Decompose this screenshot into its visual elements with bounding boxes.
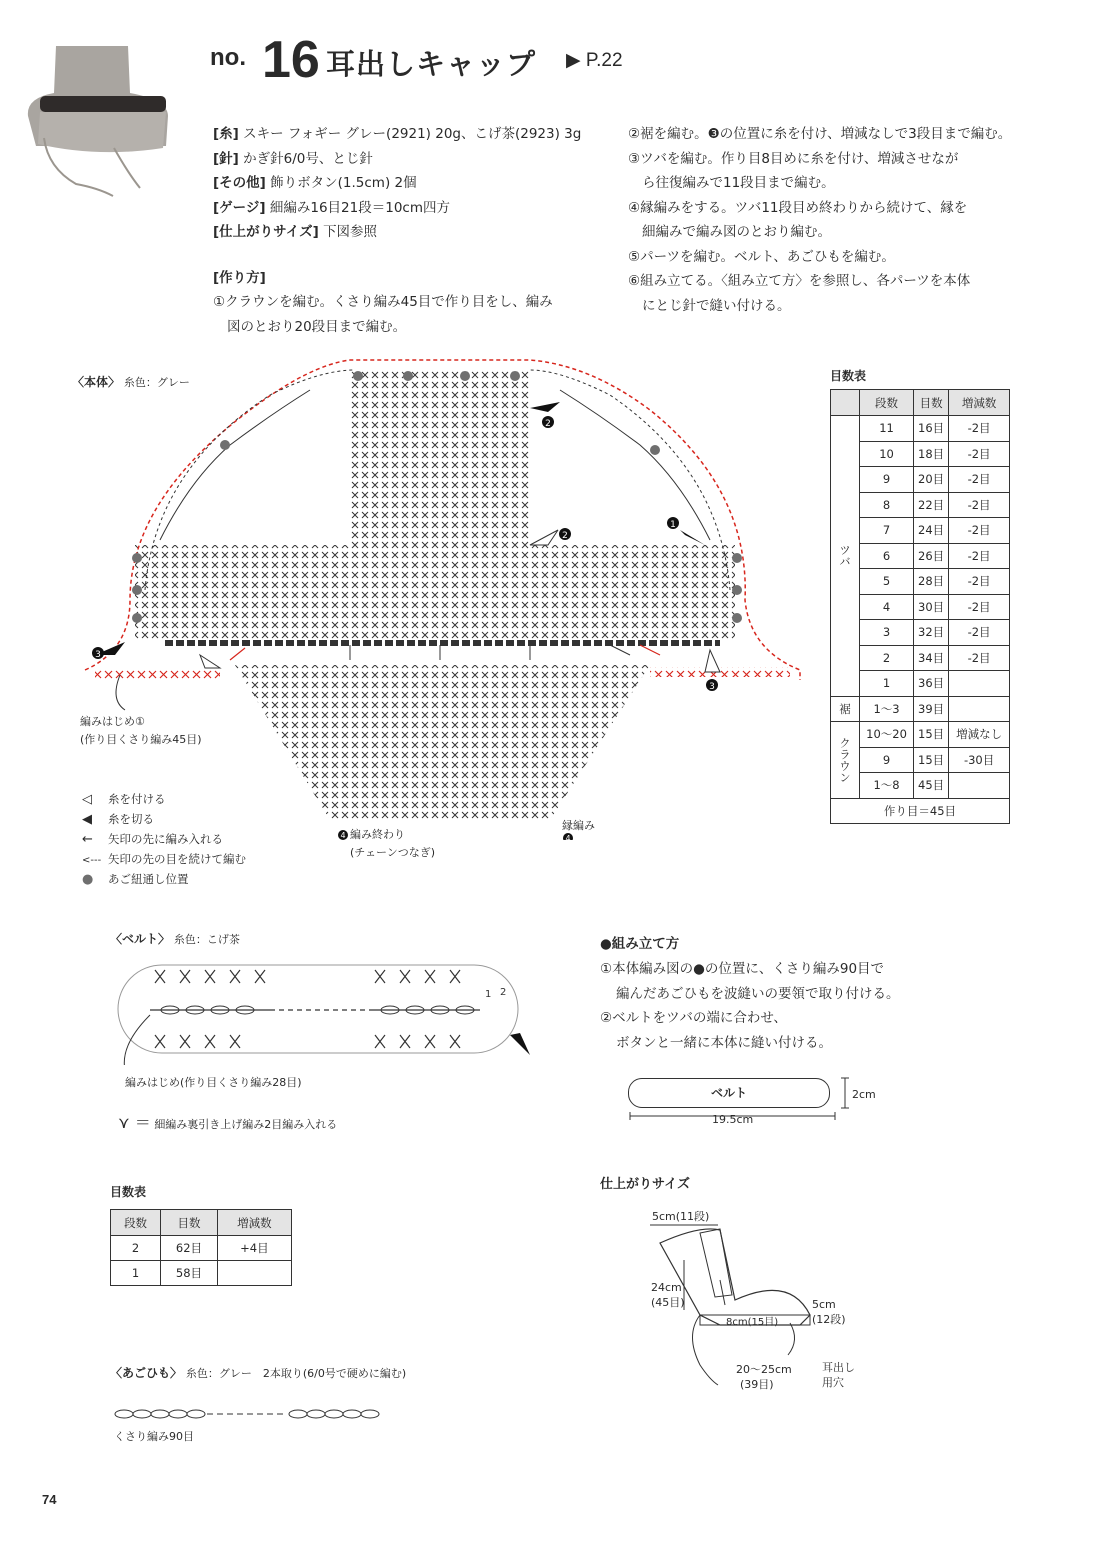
finished-size-title: 仕上がりサイズ xyxy=(600,1177,690,1192)
svg-text:2: 2 xyxy=(562,531,568,541)
start-note: 編みはじめ① (作り目くさり編み45目) xyxy=(80,715,202,746)
legend-item: ◁ 糸を付ける xyxy=(82,792,166,807)
size-height: 24cm (45目) xyxy=(651,1281,685,1309)
ear-hole-note: 耳出し 用穴 xyxy=(822,1361,855,1389)
svg-text:2: 2 xyxy=(500,987,507,998)
legend-item: <--- 矢印の先の目を続けて編む xyxy=(82,852,246,866)
end-note: 編み終わり (チェーンつなぎ) xyxy=(350,828,436,859)
legend-item: ◀ 糸を切る xyxy=(82,812,154,827)
steps-left: ①クラウンを編む。くさり編み45目で作り目をし、編み 図のとおり20段目まで編む。 xyxy=(213,294,553,335)
svg-text:3: 3 xyxy=(709,682,715,692)
edge-note: 縁編み xyxy=(562,819,595,832)
materials-list xyxy=(213,122,633,245)
material-row: [針] かぎ針6/0号、とじ針 xyxy=(213,150,373,167)
assembly-steps: ①本体編み図の●の位置に、くさり編み90目で 編んだあごひもを波縫いの要領で取り付ける。 ②ベルトをツバの端に合わせ、 ボタンと一緒に本体に縫い付ける。 xyxy=(600,961,900,1051)
belt-diagram-title: 〈ベルト〉 糸色：こげ茶 xyxy=(110,932,240,946)
body-crochet-chart xyxy=(70,350,815,840)
material-row: [その他] 飾りボタン(1.5cm) 2個 xyxy=(213,175,417,191)
size-bottom: 20〜25cm (39目) xyxy=(736,1363,792,1391)
svg-text:1: 1 xyxy=(670,520,676,530)
symbol-legend xyxy=(82,789,246,889)
body-diagram-title: 〈本体〉 糸色：グレー xyxy=(72,375,190,389)
svg-text:2: 2 xyxy=(545,419,551,429)
product-photo xyxy=(18,38,168,198)
svg-text:4: 4 xyxy=(340,831,346,840)
belt-height: 2cm xyxy=(852,1088,876,1101)
chin-strap-chain-note: くさり編み90目 xyxy=(114,1430,194,1443)
belt-width: 19.5cm xyxy=(712,1113,754,1126)
page-number: 74 xyxy=(42,1492,57,1507)
belt-count-title: 目数表 xyxy=(110,1185,147,1199)
size-top: 5cm(11段) xyxy=(652,1210,710,1223)
belt-shape: ベルト xyxy=(628,1078,830,1108)
svg-text:1: 1 xyxy=(485,989,492,1000)
size-inner: 8cm(15目) xyxy=(726,1317,779,1328)
legend-item: ← 矢印の先に編み入れる xyxy=(82,832,223,847)
belt-symbol-note: ⋎ ＝ 細編み裏引き上げ編み2目編み入れる xyxy=(118,1113,338,1132)
material-row: [仕上がりサイズ] 下図参照 xyxy=(213,224,378,240)
material-row: [ゲージ] 細編み16目21段＝10cm四方 xyxy=(213,199,450,216)
method-heading: [作り方] xyxy=(213,270,266,286)
page-reference: ▶ P.22 xyxy=(566,50,623,71)
chin-strap-title: 〈あごひも〉 糸色：グレー 2本取り(6/0号で硬めに編む) xyxy=(110,1366,407,1380)
count-table-belt: 段数 目数 増減数 2 62目 +4目 1 58目 xyxy=(110,1209,292,1286)
size-side: 5cm (12段) xyxy=(812,1298,846,1326)
svg-text:3: 3 xyxy=(95,650,101,660)
assembly-title: ●組み立て方 xyxy=(600,936,680,952)
pattern-no-prefix: no. xyxy=(210,44,246,71)
material-row: [糸] スキー フォギー グレー(2921) 20g、こげ茶(2923) 3g xyxy=(213,126,582,142)
svg-text:4: 4 xyxy=(565,834,571,840)
count-table-title: 目数表 xyxy=(830,369,867,383)
pattern-number: 16 xyxy=(262,31,320,89)
legend-item: ● あご紐通し位置 xyxy=(82,872,189,887)
steps-right: ②裾を編む。❸の位置に糸を付け、増減なしで3段目まで編む。 ③ツバを編む。作り目8目めに糸を付け、増減させなが ら往復編みで11段目まで編む。 ④縁編みをする。ツバ11段目め終わりから続けて、縁を 細編みで編み図のとおり編む。 ⑤パーツを編む。ベルト、あごひもを編む。 ⑥組み立てる。〈組み立て方〉を参照し、各パーツを本体 にとじ針で縫い付ける。 xyxy=(628,126,1012,314)
chin-strap-chain xyxy=(112,1404,382,1424)
belt-crochet-chart xyxy=(110,955,540,1065)
count-table-main: 段数 目数 増減数 ツバ 11 16目 -2目 10 18目 -2目 9 20目 -2目 8 22目 -2目 7 24目 -2目 6 26目 -2目 5 28目 -2目 4 30目 -2目 3 32目 -2目 2 34目 -2目 1 36目 裾 1〜3 39目 クラウン 10〜20 15目 増減なし 9 15目 -30目 1〜8 45目 作り目＝45目 xyxy=(830,389,1010,824)
pattern-title: 耳出しキャップ xyxy=(326,47,537,81)
belt-start-note: 編みはじめ(作り目くさり編み28目) xyxy=(125,1076,302,1089)
